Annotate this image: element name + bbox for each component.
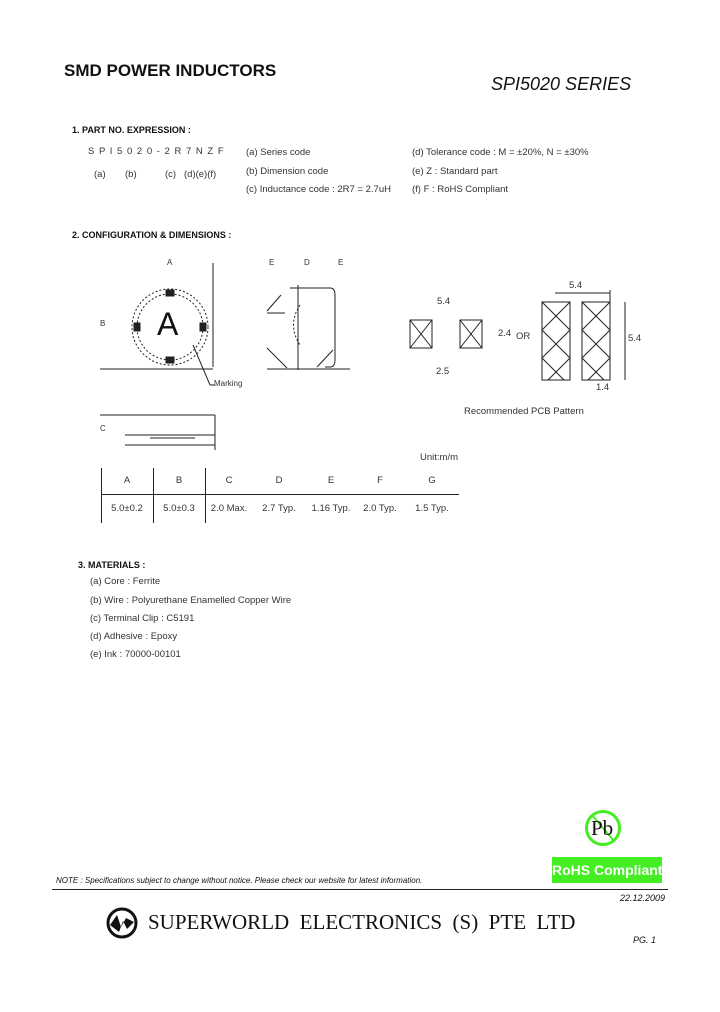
part-desc: (d) Tolerance code : M = ±20%, N = ±30% <box>412 147 589 158</box>
table-header: B <box>175 475 183 486</box>
table-header: D <box>275 475 283 486</box>
table-header: F <box>377 475 383 486</box>
dim-label-b: B <box>100 319 106 328</box>
section-heading-part-no: 1. PART NO. EXPRESSION : <box>72 125 191 135</box>
dim-label-e: E <box>338 258 344 267</box>
marking-label: Marking <box>214 379 243 388</box>
part-desc: (f) F : RoHS Compliant <box>412 184 509 195</box>
material-item: (a) Core : Ferrite <box>90 576 161 587</box>
pcb-dim: 5.4 <box>437 296 451 307</box>
material-item: (b) Wire : Polyurethane Enamelled Copper Wire <box>90 595 292 606</box>
lead-free-text: Pb <box>591 816 614 840</box>
part-desc: (a) Series code <box>246 147 311 158</box>
dim-label-c: C <box>100 424 106 433</box>
series-name: SPI5020 SERIES <box>491 74 632 94</box>
footer-note: NOTE : Specifications subject to change without notice. Please check our website for latest information. <box>56 876 423 885</box>
footer-divider <box>52 889 668 890</box>
company-logo-icon <box>106 907 138 939</box>
dim-label-d: D <box>304 258 310 267</box>
part-desc: (e) Z : Standard part <box>412 166 498 177</box>
pcb-dim: 2.5 <box>436 366 450 377</box>
pcb-dim: 2.4 <box>498 328 512 339</box>
table-cell: 1.5 Typ. <box>415 503 449 514</box>
pcb-dim: 5.4 <box>569 280 583 291</box>
pcb-dim: 5.4 <box>628 333 642 344</box>
part-desc: (c) Inductance code : 2R7 = 2.7uH <box>246 184 391 195</box>
lead-free-icon <box>585 810 621 846</box>
pcb-dim: 1.4 <box>596 382 610 393</box>
dim-label-e: E <box>269 258 275 267</box>
table-header: A <box>123 475 131 486</box>
material-item: (c) Terminal Clip : C5191 <box>90 613 195 624</box>
footer-date: 22.12.2009 <box>620 893 666 903</box>
pcb-or: OR <box>516 331 531 342</box>
section-heading-materials: 3. MATERIALS : <box>78 560 146 570</box>
section-heading-config: 2. CONFIGURATION & DIMENSIONS : <box>72 230 232 240</box>
table-header: E <box>327 475 335 486</box>
marking-letter: A <box>157 306 179 342</box>
company-name: SUPERWORLD ELECTRONICS (S) PTE LTD <box>148 910 576 934</box>
table-cell: 5.0±0.3 <box>163 503 195 514</box>
page-number: PG. 1 <box>633 935 657 945</box>
rohs-badge: RoHS Compliant <box>552 857 662 883</box>
table-cell: 5.0±0.2 <box>111 503 143 514</box>
material-item: (e) Ink : 70000-00101 <box>90 649 181 660</box>
part-desc: (b) Dimension code <box>246 166 329 177</box>
part-code: S P I 5 0 2 0 - 2 R 7 N Z F <box>88 146 225 157</box>
dim-label-a: A <box>167 258 173 267</box>
material-item: (d) Adhesive : Epoxy <box>90 631 178 642</box>
table-cell: 2.0 Max. <box>210 503 248 514</box>
code-label: (a) <box>94 169 106 180</box>
code-label: (c) <box>165 169 177 180</box>
unit-label: Unit:m/m <box>420 452 458 463</box>
code-label: (d)(e)(f) <box>184 169 217 180</box>
table-cell: 2.7 Typ. <box>262 503 296 514</box>
code-label: (b) <box>125 169 137 180</box>
inductor-drawing <box>95 255 375 450</box>
table-cell: 1.16 Typ. <box>311 503 351 514</box>
table-header: G <box>428 475 436 486</box>
pcb-caption: Recommended PCB Pattern <box>464 406 584 417</box>
table-cell: 2.0 Typ. <box>363 503 397 514</box>
table-header: C <box>225 475 233 486</box>
doc-title: SMD POWER INDUCTORS <box>64 61 277 80</box>
